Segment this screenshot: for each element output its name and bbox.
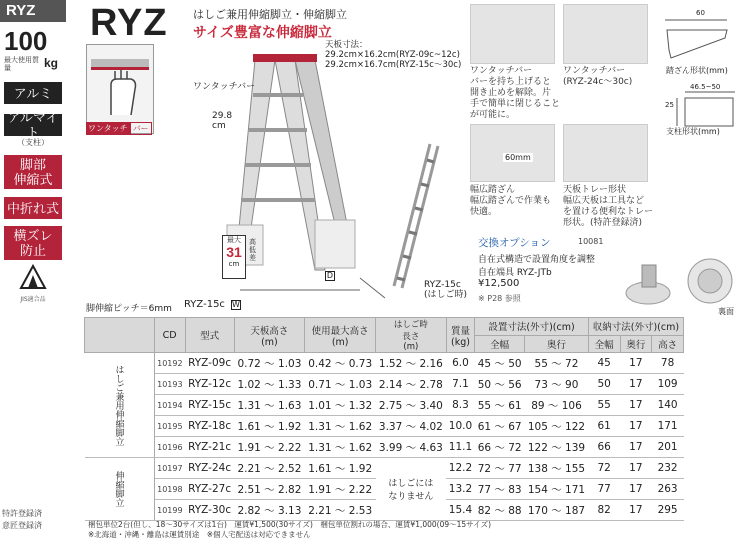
cell-top: 2.51 ～ 2.82 (234, 479, 305, 500)
cell-top: 1.91 ～ 2.22 (234, 437, 305, 458)
badge-antislip: 横ズレ 防止 (4, 226, 62, 260)
th-storage-depth: 奥行 (620, 335, 652, 353)
cell-iw: 66 ～ 72 (475, 437, 525, 458)
footnote-2: ※北海道・沖縄・離島は運賃別途 ※個人宅配送は対応できません (88, 530, 311, 539)
subtitle-tagline: サイズ豊富な伸縮脚立 (193, 25, 332, 41)
cell-cd: 10198 (154, 479, 185, 500)
capacity-unit: kg (44, 56, 59, 70)
profile-post-caption: 支柱形状(mm) (666, 127, 720, 136)
onetouch-tag-white: バー (130, 122, 152, 135)
cell-sd: 17 (620, 479, 652, 500)
cell-sh: 232 (652, 458, 684, 479)
cell-ladder: 3.99 ～ 4.63 (376, 437, 447, 458)
top-size-2: 29.2cm×16.7cm(RYZ-15c～30c) (325, 60, 462, 70)
footnote-1: 梱包単位2台(但し、18～30サイズは1台) 運賃¥1,500(30サイズ) 梱包単位割れの場合、運賃¥1,000(09～15サイズ) (88, 520, 491, 529)
top-size-title: 天板寸法： (325, 40, 368, 50)
th-storage-width: 全幅 (588, 335, 620, 353)
cell-model: RYZ-09c (185, 353, 234, 374)
cell-sd: 17 (620, 458, 652, 479)
th-storage: 収納寸法(外寸)(cm) (588, 318, 683, 336)
cell-id: 122 ～ 139 (525, 437, 589, 458)
height-label: 29.8 cm (212, 111, 233, 131)
group-label: はしご兼用伸縮脚立 (85, 353, 155, 458)
th-weight: 質量 (kg) (446, 318, 475, 353)
cell-max: 1.31 ～ 1.62 (305, 416, 376, 437)
table-row (85, 458, 684, 479)
capacity-caption: 最大使用質量 (4, 56, 39, 72)
cell-sh: 171 (652, 416, 684, 437)
th-max-height: 使用最大高さ (m) (305, 318, 376, 353)
cell-max: 0.42 ～ 0.73 (305, 353, 376, 374)
max-diff-badge (222, 235, 246, 279)
onetouch-illustration (86, 44, 154, 134)
w-mark: W (232, 300, 240, 309)
cell-top: 2.21 ～ 2.52 (234, 458, 305, 479)
photo2-title: ワンタッチバー (563, 66, 626, 76)
th-ladder-length: はしご時 長さ (m) (376, 318, 447, 353)
cell-max: 1.01 ～ 1.32 (305, 395, 376, 416)
table-row (85, 416, 684, 437)
page-title: RYZ (90, 2, 168, 44)
max-unit: cm (228, 260, 240, 268)
cell-sd: 17 (620, 500, 652, 521)
registration-design: 意匠登録済 (2, 521, 42, 530)
table-row (85, 437, 684, 458)
cell-max: 1.61 ～ 1.92 (305, 458, 376, 479)
onetouch-tag-red: ワンタッチ (88, 124, 128, 133)
cell-id: 138 ～ 155 (525, 458, 589, 479)
cell-max: 1.31 ～ 1.62 (305, 437, 376, 458)
option-price: ¥12,500 (478, 278, 520, 289)
cell-sw: 55 (588, 395, 620, 416)
sidebar (0, 0, 66, 539)
onetouch-tag (86, 122, 154, 136)
cell-id: 89 ～ 106 (525, 395, 589, 416)
cell-iw: 61 ～ 67 (475, 416, 525, 437)
cell-model: RYZ-15c (185, 395, 234, 416)
cell-iw: 45 ～ 50 (475, 353, 525, 374)
photo2-text: (RYZ-24c～30c) (563, 77, 633, 87)
cell-top: 1.61 ～ 1.92 (234, 416, 305, 437)
cell-model: RYZ-18c (185, 416, 234, 437)
option-title: 交換オプション (478, 237, 551, 249)
option-code: 10081 (578, 237, 604, 246)
badge-telescopic: 脚部 伸縮式 (4, 155, 62, 189)
th-install-width: 全幅 (475, 335, 525, 353)
cell-sw: 82 (588, 500, 620, 521)
photo3-text: 幅広踏ざんで作業も 快適。 (470, 196, 552, 217)
series-tag: RYZ (0, 0, 66, 22)
cell-cd: 10197 (154, 458, 185, 479)
jis-caption: JIS適合品 (20, 296, 46, 303)
option-back-label: 裏面 (718, 307, 734, 316)
cell-cd: 10192 (154, 353, 185, 374)
cell-wt: 8.3 (446, 395, 475, 416)
cell-sh: 78 (652, 353, 684, 374)
spec-table-body (85, 353, 684, 521)
cell-sw: 66 (588, 437, 620, 458)
cell-top: 1.31 ～ 1.63 (234, 395, 305, 416)
th-storage-height: 高さ (652, 335, 684, 353)
cell-ladder: 2.75 ～ 3.40 (376, 395, 447, 416)
cell-sw: 72 (588, 458, 620, 479)
cell-iw: 55 ～ 61 (475, 395, 525, 416)
cell-wt: 7.1 (446, 374, 475, 395)
table-row (85, 374, 684, 395)
cell-id: 170 ～ 187 (525, 500, 589, 521)
cell-id: 105 ～ 122 (525, 416, 589, 437)
cell-cd: 10193 (154, 374, 185, 395)
badge-midfold: 中折れ式 (4, 197, 62, 219)
hand-icon (87, 45, 153, 121)
cell-ladder: はしごには なりません (376, 458, 447, 521)
cell-sh: 201 (652, 437, 684, 458)
cell-model: RYZ-12c (185, 374, 234, 395)
cell-wt: 15.4 (446, 500, 475, 521)
pitch-label: 脚伸縮ピッチ＝6mm (86, 304, 172, 314)
photo1-title: ワンタッチバー (470, 66, 533, 76)
ladder-mode-diagram (372, 140, 442, 290)
cell-id: 73 ～ 90 (525, 374, 589, 395)
cell-wt: 11.1 (446, 437, 475, 458)
step-width-badge: 60mm (505, 153, 531, 162)
table-row (85, 353, 684, 374)
max-label: 最大 (227, 236, 241, 244)
photo-onetouch-bar-large (563, 4, 648, 64)
cell-max: 1.91 ～ 2.22 (305, 479, 376, 500)
cell-id: 154 ～ 171 (525, 479, 589, 500)
cell-sh: 295 (652, 500, 684, 521)
option-line2: 自在端具 RYZ-JTb (478, 268, 552, 278)
cell-cd: 10194 (154, 395, 185, 416)
group-label: 伸縮脚立 (85, 458, 155, 521)
top-size-1: 29.2cm×16.2cm(RYZ-09c~12c) (325, 50, 460, 60)
th-model: 型式 (185, 318, 234, 353)
cell-top: 2.82 ～ 3.13 (234, 500, 305, 521)
cell-iw: 77 ～ 83 (475, 479, 525, 500)
cell-wt: 10.0 (446, 416, 475, 437)
cell-model: RYZ-30c (185, 500, 234, 521)
foot-part-image (618, 255, 738, 311)
capacity-value: 100 (4, 26, 48, 56)
cell-ladder: 3.37 ～ 4.02 (376, 416, 447, 437)
cell-iw: 72 ～ 77 (475, 458, 525, 479)
photo3-title: 幅広踏ざん (470, 185, 516, 195)
cell-id: 55 ～ 72 (525, 353, 589, 374)
cell-wt: 13.2 (446, 479, 475, 500)
cell-sh: 263 (652, 479, 684, 500)
cell-wt: 12.2 (446, 458, 475, 479)
cell-max: 2.21 ～ 2.53 (305, 500, 376, 521)
jis-mark-icon (18, 263, 48, 293)
cell-max: 0.71 ～ 1.03 (305, 374, 376, 395)
cell-model: RYZ-24c (185, 458, 234, 479)
profile-post-height: 25 (665, 101, 674, 109)
th-top-height: 天板高さ (m) (234, 318, 305, 353)
registration-patent: 特許登録済 (2, 509, 42, 518)
photo1-text: バーを持ち上げると 開き止めを解除。片 手で簡単に閉じることが可能に。 (470, 77, 561, 120)
photo-onetouch-bar (470, 4, 555, 64)
photo-tray-top (563, 124, 648, 182)
cell-sw: 61 (588, 416, 620, 437)
cell-model: RYZ-21c (185, 437, 234, 458)
cell-sd: 17 (620, 437, 652, 458)
th-cd: CD (154, 318, 185, 353)
spec-table (84, 317, 684, 521)
cell-sh: 109 (652, 374, 684, 395)
d-mark: D (326, 271, 334, 280)
cell-sd: 17 (620, 416, 652, 437)
cell-ladder: 1.52 ～ 2.16 (376, 353, 447, 374)
cell-cd: 10199 (154, 500, 185, 521)
max-side-label: 高低差 (249, 238, 256, 262)
th-install-depth: 奥行 (525, 335, 589, 353)
photo4-title: 天板トレー形状 (563, 185, 627, 195)
cell-ladder: 2.14 ～ 2.78 (376, 374, 447, 395)
th-install: 設置寸法(外寸)(cm) (475, 318, 589, 336)
cell-wt: 6.0 (446, 353, 475, 374)
cell-sh: 140 (652, 395, 684, 416)
max-value: 31 (226, 244, 242, 260)
ladder-mode-label: RYZ-15c (はしご時) (424, 280, 468, 300)
cell-sw: 77 (588, 479, 620, 500)
cell-model: RYZ-27c (185, 479, 234, 500)
table-row (85, 395, 684, 416)
cell-sd: 17 (620, 374, 652, 395)
badge-alumite-sub: （支柱） (17, 138, 49, 147)
cell-sw: 45 (588, 353, 620, 374)
onetouch-bar-label: ワンタッチバー (193, 82, 256, 92)
option-ref: ※ P28 参照 (478, 294, 521, 303)
cell-top: 1.02 ～ 1.33 (234, 374, 305, 395)
option-line1: 自在式構造で設置角度を調整 (478, 255, 596, 265)
cell-sd: 17 (620, 353, 652, 374)
th-group (85, 318, 155, 353)
model-label: RYZ-15c (184, 299, 225, 310)
cell-cd: 10196 (154, 437, 185, 458)
badge-alumite: アルマイト (4, 114, 62, 136)
cell-iw: 82 ～ 88 (475, 500, 525, 521)
profile-step-dim: 60 (696, 9, 705, 17)
profile-step-caption: 踏ざん形状(mm) (666, 66, 728, 75)
photo-wide-step (470, 124, 555, 182)
badge-aluminum: アルミ (4, 82, 62, 104)
cell-sw: 50 (588, 374, 620, 395)
cell-cd: 10195 (154, 416, 185, 437)
subtitle-category: はしご兼用伸縮脚立・伸縮脚立 (193, 8, 347, 21)
profile-post-dim: 46.5~50 (690, 83, 721, 91)
cell-top: 0.72 ～ 1.03 (234, 353, 305, 374)
photo4-text: 幅広天板は工具など を置ける便利なトレー 形状。(特許登録済) (563, 196, 654, 228)
cell-iw: 50 ～ 56 (475, 374, 525, 395)
cell-sd: 17 (620, 395, 652, 416)
